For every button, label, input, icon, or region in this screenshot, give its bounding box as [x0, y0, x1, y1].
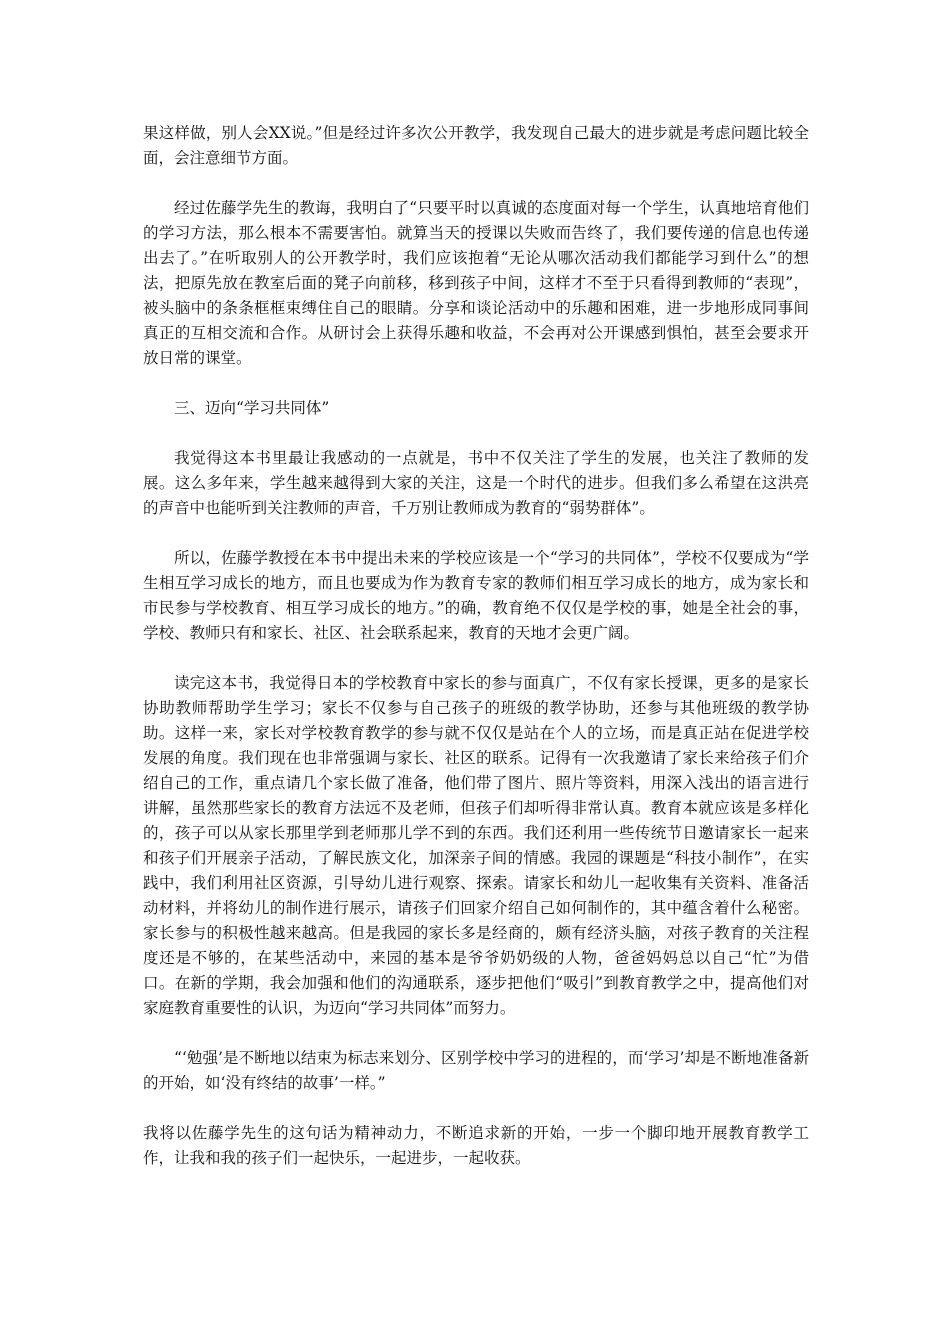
section-heading: 三、迈向“学习共同体” — [174, 399, 330, 417]
paragraph-4: 所以，佐藤学教授在本书中提出未来的学校应该是一个“学习的共同体”，学校不仅要成为“学生相互学习成长的地方，而且也要成为作为教育专家的教师们相互学习成长的地方，成为家长和市民参与学校教育、相互学习成长的地方。”的确，教育绝不仅仅是学校的事，她是全社会的事，学校、教师只有和家长、社区、社会联系起来，教育的天地才会更广阔。 — [143, 549, 809, 642]
paragraph-3: 我觉得这本书里最让我感动的一点就是，书中不仅关注了学生的发展，也关注了教师的发展。这么多年来，学生越来越得到大家的关注，这是一个时代的进步。但我们多么希望在这洪亮的声音中也能听到关注教师的声音，千万别让教师成为教育的“弱势群体”。 — [143, 449, 809, 517]
paragraph-2: 经过佐藤学先生的教诲，我明白了“只要平时以真诚的态度面对每一个学生，认真地培育他们的学习方法，那么根本不需要害怕。就算当天的授课以失败而告终了，我们要传递的信息也传递出去了。”在听取别人的公开教学时，我们应该抱着“无论从哪次活动我们都能学习到什么”的想法，把原先放在教室后面的凳子向前移，移到孩子中间，这样才不至于只看得到教师的“表现”，被头脑中的条条框框束缚住自己的眼睛。分享和谈论活动中的乐趣和困难，进一步地形成同事间真正的互相交流和合作。从研讨会上获得乐趣和收益，不会再对公开课感到惧怕，甚至会要求开放日常的课堂。 — [143, 199, 809, 367]
paragraph-5: 读完这本书，我觉得日本的学校教育中家长的参与面真广，不仅有家长授课，更多的是家长协助教师帮助学生学习；家长不仅参与自己孩子的班级的教学协助，还参与其他班级的教学协助。这样一来，家长对学校教育教学的参与就不仅仅是站在个人的立场，而是真正站在促进学校发展的角度。我们现在也非常强调与家长、社区的联系。记得有一次我邀请了家长来给孩子们介绍自己的工作，重点请几个家长做了准备，他们带了图片、照片等资料，用深入浅出的语言进行讲解，虽然那些家长的教育方法远不及老师，但孩子们却听得非常认真。教育本就应该是多样化的，孩子可以从家长那里学到老师那儿学不到的东西。我们还利用一些传统节日邀请家长一起来和孩子们开展亲子活动，了解民族文化，加深亲子间的情感。我园的课题是“科技小制作”，在实践中，我们利用社区资源，引导幼儿进行观察、探索。请家长和幼儿一起收集有关资料、准备活动材料，并将幼儿的制作进行展示，请孩子们回家介绍自己如何制作的，其中蕴含着什么秘密。家长参与的积极性越来越高。但是我园的家长多是经商的，颇有经济头脑，对孩子教育的关注程度还是不够的，在某些活动中，来园的基本是爷爷奶奶级的人物，爸爸妈妈总以自己“忙”为借口。在新的学期，我会加强和他们的沟通联系，逐步把他们“吸引”到教育教学之中，提高他们对家庭教育重要性的认识，为迈向“学习共同体”而努力。 — [143, 674, 809, 1017]
quote-paragraph: “‘勉强’是不断地以结束为标志来划分、区别学校中学习的进程的，而‘学习’却是不断地准备新的开始，如‘没有终结的故事’一样。” — [143, 1049, 809, 1092]
document-page — [143, 121, 809, 1196]
closing-paragraph: 我将以佐藤学先生的这句话为精神动力，不断追求新的开始，一步一个脚印地开展教育教学工作，让我和我的孩子们一起快乐，一起进步，一起收获。 — [143, 1124, 809, 1167]
paragraph-1: 果这样做，别人会XX说。”但是经过许多次公开教学，我发现自己最大的进步就是考虑问题比较全面，会注意细节方面。 — [143, 124, 809, 167]
